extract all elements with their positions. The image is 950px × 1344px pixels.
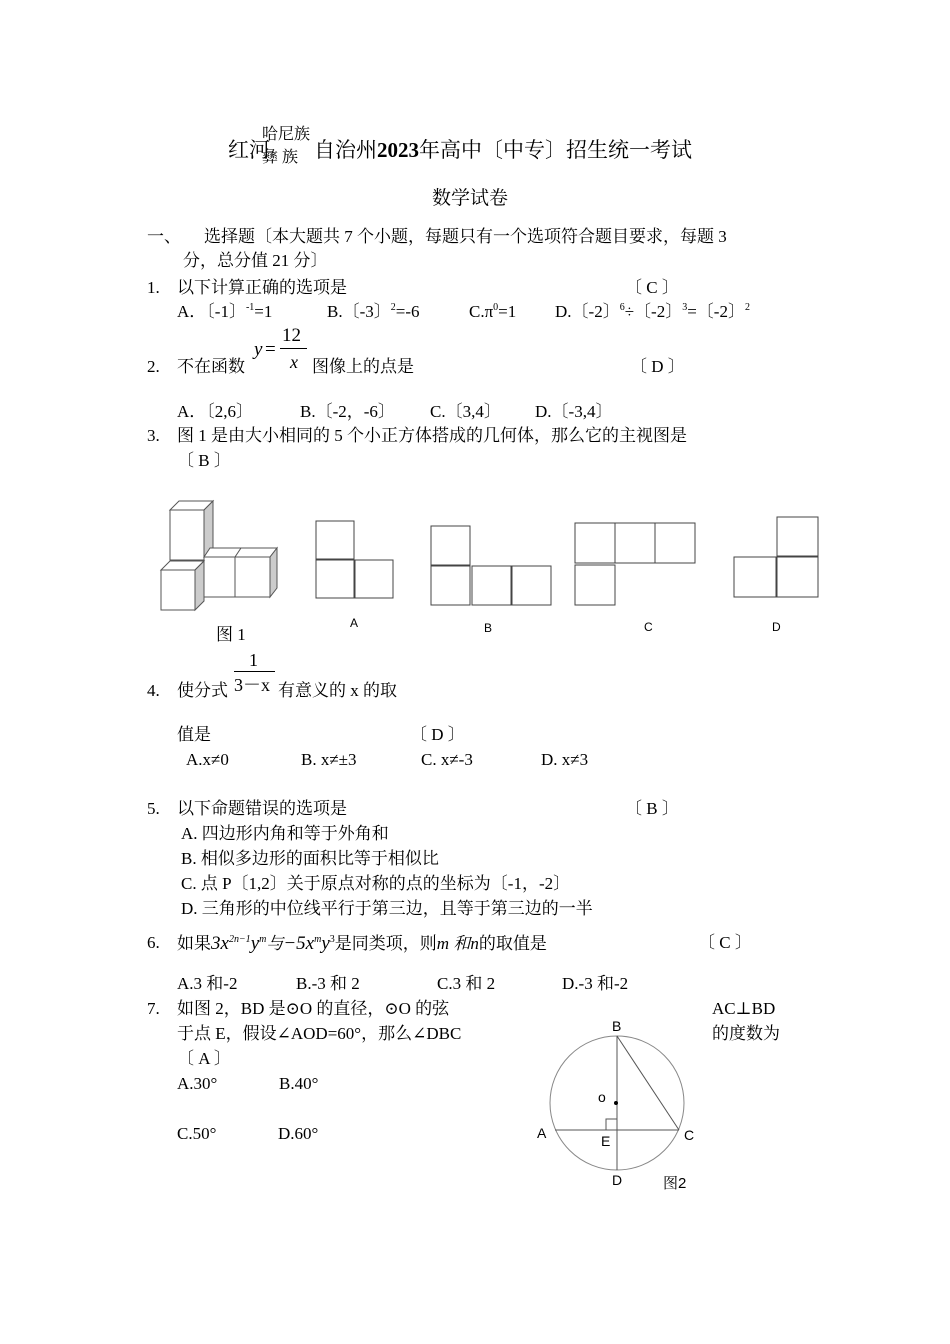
q1-c-sup: 0 — [493, 302, 499, 313]
q7-stem-line1: 如图 2，BD 是⊙O 的直径，⊙O 的弦 — [177, 999, 450, 1018]
q6-expr-4-sup: 3 — [329, 934, 335, 945]
q7-number: 7. — [147, 999, 160, 1018]
q6-mid: 与 — [266, 934, 284, 953]
title-ethnic-bottom: 彝 族 — [262, 149, 299, 166]
center-dot — [614, 1101, 618, 1105]
q2-func-eq: = — [265, 339, 276, 360]
title-suffix: 年高中〔中专〕招生统一考试 — [419, 138, 692, 162]
q2-stem: 不在函数 — [177, 357, 245, 376]
page-subtitle: 数学试卷 — [432, 188, 509, 209]
q5-option-b: B. 相似多边形的面积比等于相似比 — [181, 849, 439, 868]
q3-label-a: A — [350, 616, 359, 630]
q5-option-a: A. 四边形内角和等于外角和 — [181, 824, 389, 843]
q1-d-sup2: 3 — [682, 302, 688, 313]
q1-c-end: =1 — [498, 302, 517, 321]
q3-label-c: C — [644, 620, 653, 634]
q6-expr-3: −5x — [283, 933, 315, 954]
q6-expr-3-sup: m — [314, 934, 322, 945]
q2-number: 2. — [147, 357, 160, 376]
point-a-label: A — [537, 1125, 547, 1141]
q1-number: 1. — [147, 278, 160, 297]
q1-b-text: B.〔-3〕 — [327, 302, 391, 321]
segment-bc — [617, 1036, 679, 1130]
point-c-label: C — [684, 1127, 695, 1143]
q7-stem-line2-end: 的度数为 — [712, 1024, 780, 1043]
q4-stem: 使分式 — [177, 681, 228, 700]
q1-a-sup: -1 — [245, 302, 255, 313]
q3-number: 3. — [147, 426, 160, 445]
q2-option-c: C.〔3,4〕 — [430, 402, 501, 421]
q6-option-b: B.-3 和 2 — [296, 974, 360, 993]
q3-stem: 图 1 是由大小相同的 5 个小正方体搭成的几何体，那么它的主视图是 — [177, 426, 687, 445]
q2-stem-end: 图像上的点是 — [312, 357, 414, 376]
q4-stem-line2: 值是 — [177, 725, 211, 744]
q6-stem-end: 是同类项，则 — [334, 934, 437, 953]
q2-option-b: B.〔-2，-6〕 — [300, 402, 395, 421]
q7-option-a: A.30° — [177, 1074, 218, 1093]
q6-expr-4: y — [321, 933, 330, 954]
q2-func-lhs: y — [254, 339, 263, 360]
q7-option-b: B.40° — [279, 1074, 319, 1093]
point-e-label: E — [601, 1133, 611, 1149]
q6-stem-tail: 的取值是 — [478, 934, 547, 953]
q6-expr-1-sup: 2n−1 — [228, 934, 251, 945]
q2-func-numerator: 12 — [282, 325, 301, 346]
q6-mn: m 和n — [436, 934, 479, 953]
q3-figure-caption: 图 1 — [216, 625, 246, 644]
q4-number: 4. — [147, 681, 160, 700]
q7-option-c: C.50° — [177, 1124, 217, 1143]
q2-option-d: D.〔-3,4〕 — [535, 402, 613, 421]
q4-option-a: A.x≠0 — [186, 750, 229, 769]
q1-d-text3: =〔-2〕 — [687, 302, 745, 321]
q7-stem-line2: 于点 E，假设∠AOD=60°，那么∠DBC — [177, 1024, 462, 1043]
q4-option-c: C. x≠-3 — [421, 750, 473, 769]
q4-option-b: B. x≠±3 — [301, 750, 357, 769]
q7-option-d: D.60° — [278, 1124, 319, 1143]
section-number: 一、 — [147, 227, 181, 246]
q1-b-end: =-6 — [395, 302, 420, 321]
q5-answer: 〔 B 〕 — [625, 799, 679, 818]
q6-stem-start: 如果 — [177, 934, 211, 953]
q6-expr-2-sup: m — [259, 934, 267, 945]
q1-d-text2: ÷〔-2〕 — [624, 302, 683, 321]
q5-option-d: D. 三角形的中位线平行于第三边，且等于第三边的一半 — [181, 899, 593, 918]
q6-option-c: C.3 和 2 — [437, 974, 496, 993]
q2-option-a: A．〔2,6〕 — [177, 402, 254, 421]
q4-fraction-numerator: 1 — [249, 650, 258, 670]
q1-a-end: =1 — [254, 302, 273, 321]
point-d-label: D — [612, 1172, 623, 1188]
point-o-label: o — [598, 1089, 606, 1105]
section-line1: 选择题〔本大题共 7 个小题，每题只有一个选项符合题目要求，每题 3 — [204, 227, 727, 246]
q6-option-a: A.3 和-2 — [177, 974, 238, 993]
title-prefix: 红河 — [228, 138, 270, 162]
q5-option-c: C. 点 P〔1,2〕关于原点对称的点的坐标为〔-1，-2〕 — [181, 874, 571, 893]
q7-stem-line1-end: AC⊥BD — [712, 999, 776, 1018]
title-ethnic-top: 哈尼族 — [262, 126, 311, 143]
q2-answer: 〔 D 〕 — [630, 357, 685, 376]
q3-answer: 〔 B 〕 — [177, 451, 231, 470]
q1-d-sup3: 2 — [744, 302, 750, 313]
q1-a-text: A．〔-1〕 — [177, 302, 246, 321]
section-line2: 分，总分值 21 分〕 — [183, 251, 328, 270]
point-b-label: B — [612, 1018, 622, 1034]
q6-option-d: D.-3 和-2 — [562, 974, 629, 993]
q1-c-text: C.π — [469, 302, 494, 321]
q1-b-sup: 2 — [390, 302, 396, 313]
q6-answer: 〔 C 〕 — [698, 933, 752, 952]
q5-number: 5. — [147, 799, 160, 818]
q4-stem-end: 有意义的 x 的取 — [278, 681, 397, 700]
q4-fraction-denominator: 3－x — [234, 675, 270, 695]
q1-d-sup1: 6 — [619, 302, 625, 313]
q7-figure-caption: 图2 — [663, 1175, 687, 1192]
q5-stem: 以下命题错误的选项是 — [177, 799, 347, 818]
q1-stem: 以下计算正确的选项是 — [177, 278, 347, 297]
q6-expr-2: y — [250, 933, 260, 954]
title-mid-text: 自治州 — [314, 138, 377, 162]
q7-answer: 〔 A 〕 — [177, 1049, 231, 1068]
q1-answer: 〔 C 〕 — [625, 278, 679, 297]
q4-option-d: D. x≠3 — [541, 750, 589, 769]
right-angle-mark — [606, 1119, 617, 1130]
q1-d-text1: D.〔-2〕 — [555, 302, 620, 321]
q2-func-denominator: x — [290, 352, 298, 372]
q6-expr-1: 3x — [211, 933, 229, 954]
q6-number: 6. — [147, 933, 160, 952]
q3-label-d: D — [772, 620, 781, 634]
q4-answer: 〔 D 〕 — [410, 725, 465, 744]
title-year: 2023 — [377, 138, 419, 162]
q3-label-b: B — [484, 621, 493, 635]
